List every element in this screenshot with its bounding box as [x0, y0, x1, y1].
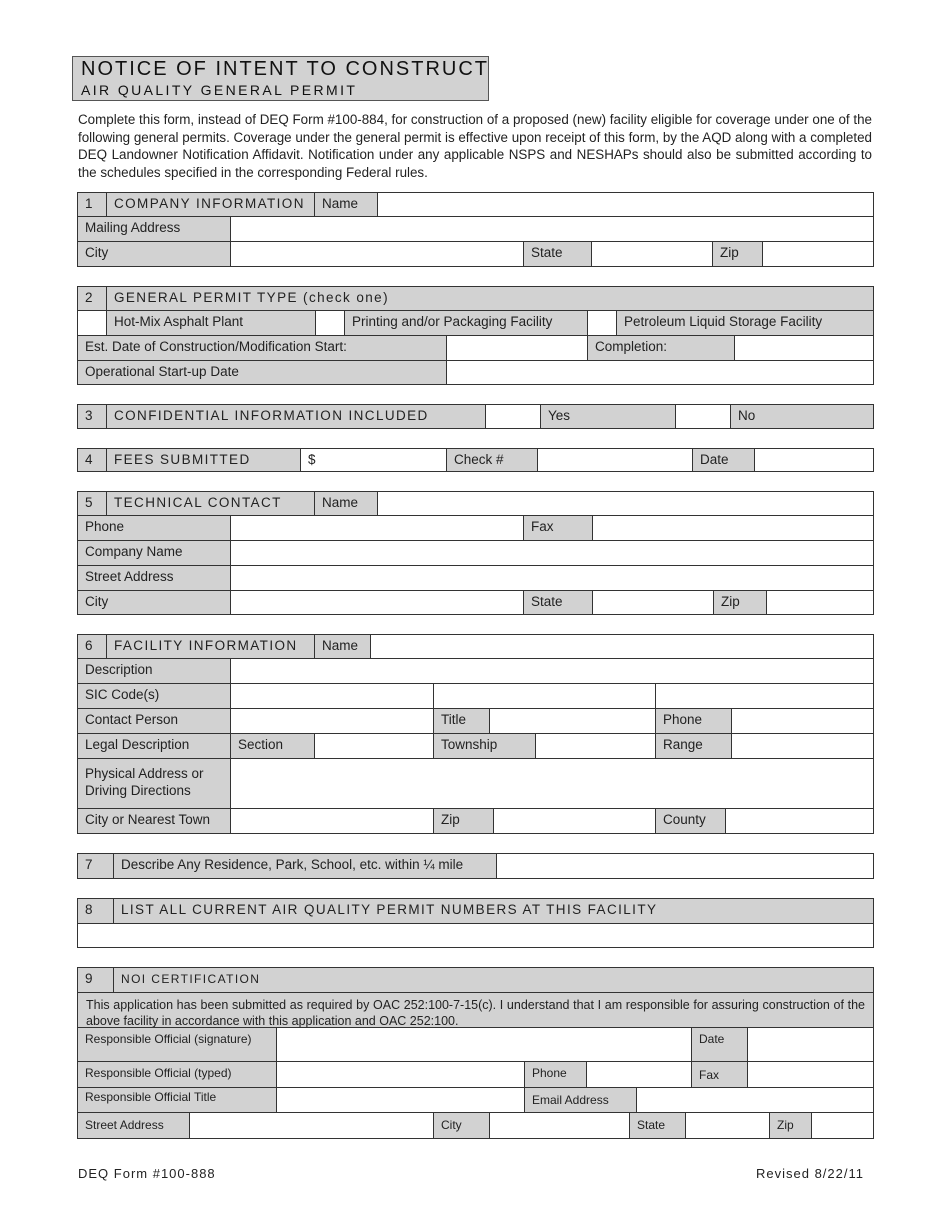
s6-phone-field[interactable] — [731, 708, 874, 734]
s3-title: CONFIDENTIAL INFORMATION INCLUDED — [106, 404, 486, 429]
s2-est-field[interactable] — [446, 335, 588, 361]
s9-zip-label: Zip — [769, 1112, 812, 1139]
s2-opt3-label: Petroleum Liquid Storage Facility — [616, 310, 874, 336]
s7-title: Describe Any Residence, Park, School, etc. within ¼ mile — [113, 853, 497, 879]
s3-number: 3 — [77, 404, 107, 429]
s1-name-label: Name — [314, 192, 378, 217]
s2-completion-label: Completion: — [587, 335, 735, 361]
s2-opt2-checkbox[interactable] — [315, 310, 345, 336]
s6-sic-label: SIC Code(s) — [77, 683, 231, 709]
s6-physical-label: Physical Address or Driving Directions — [77, 758, 231, 809]
s6-sic-field-3[interactable] — [655, 683, 874, 709]
s2-startup-field[interactable] — [446, 360, 874, 385]
s5-state-field[interactable] — [592, 590, 714, 615]
s9-statement: This application has been submitted as required by OAC 252:100-7-15(c). I understand that I am responsible for assuring construction of the above facility in accordance with this application and OAC 252:100. — [77, 992, 874, 1028]
s5-phone-field[interactable] — [230, 515, 524, 541]
s2-title: GENERAL PERMIT TYPE (check one) — [106, 286, 874, 311]
s5-street-label: Street Address — [77, 565, 231, 591]
s2-opt1-label: Hot-Mix Asphalt Plant — [106, 310, 316, 336]
s6-sic-field-1[interactable] — [230, 683, 434, 709]
footer-revised: Revised 8/22/11 — [756, 1166, 864, 1181]
s9-sig-label: Responsible Official (signature) — [77, 1027, 277, 1062]
intro-text: Complete this form, instead of DEQ Form #100-884, for construction of a proposed (new) facility eligible for coverage under one of the following general permits. Coverage under the general permit is effective upon receipt of this form, by the AQD along with a completed DEQ Landowner Notification Affidavit. Notification under any applicable NSPS and NESHAPs should also be submitted according to the schedules specified in the corresponding Federal rules. — [78, 112, 872, 180]
s6-physical-field[interactable] — [230, 758, 874, 809]
s6-title: FACILITY INFORMATION — [106, 634, 315, 659]
s1-mailing-field[interactable] — [230, 216, 874, 242]
s8-title: LIST ALL CURRENT AIR QUALITY PERMIT NUMBERS AT THIS FACILITY — [113, 898, 874, 924]
s9-fax-label: Fax — [691, 1061, 748, 1088]
s6-county-field[interactable] — [725, 808, 874, 834]
s9-state-field[interactable] — [685, 1112, 770, 1139]
s4-title: FEES SUBMITTED — [106, 448, 301, 472]
s6-township-field[interactable] — [535, 733, 656, 759]
s5-name-label: Name — [314, 491, 378, 516]
form-subtitle: AIR QUALITY GENERAL PERMIT — [81, 82, 358, 98]
s1-state-field[interactable] — [591, 241, 713, 267]
s2-opt1-checkbox[interactable] — [77, 310, 107, 336]
s6-township-label: Township — [433, 733, 536, 759]
s5-number: 5 — [77, 491, 107, 516]
s1-name-field[interactable] — [377, 192, 874, 217]
s9-city-field[interactable] — [489, 1112, 630, 1139]
s6-city-label: City or Nearest Town — [77, 808, 231, 834]
s9-date-label: Date — [691, 1027, 748, 1062]
s6-city-field[interactable] — [230, 808, 434, 834]
s6-name-field[interactable] — [370, 634, 874, 659]
s1-mailing-label: Mailing Address — [77, 216, 231, 242]
s1-city-field[interactable] — [230, 241, 524, 267]
s5-zip-label: Zip — [713, 590, 767, 615]
s5-company-label: Company Name — [77, 540, 231, 566]
s4-date-field[interactable] — [754, 448, 874, 472]
s6-range-field[interactable] — [731, 733, 874, 759]
s6-section-field[interactable] — [314, 733, 434, 759]
s4-check-label: Check # — [446, 448, 538, 472]
s5-fax-field[interactable] — [592, 515, 874, 541]
s6-legal-label: Legal Description — [77, 733, 231, 759]
s7-field[interactable] — [496, 853, 874, 879]
form-header — [72, 56, 489, 101]
s9-state-label: State — [629, 1112, 686, 1139]
s5-title: TECHNICAL CONTACT — [106, 491, 315, 516]
s6-county-label: County — [655, 808, 726, 834]
s5-zip-field[interactable] — [766, 590, 874, 615]
s6-zip-field[interactable] — [493, 808, 656, 834]
s3-yes-checkbox[interactable] — [485, 404, 541, 429]
s6-title-field[interactable] — [489, 708, 656, 734]
s6-contact-field[interactable] — [230, 708, 434, 734]
s1-zip-field[interactable] — [762, 241, 874, 267]
s1-zip-label: Zip — [712, 241, 763, 267]
s6-range-label: Range — [655, 733, 732, 759]
s1-title: COMPANY INFORMATION — [106, 192, 315, 217]
s2-opt2-label: Printing and/or Packaging Facility — [344, 310, 588, 336]
s6-sic-field-2[interactable] — [433, 683, 656, 709]
s6-phone-label: Phone — [655, 708, 732, 734]
s9-rtitle-label: Responsible Official Title — [77, 1087, 277, 1113]
s8-field[interactable] — [77, 923, 874, 948]
s1-state-label: State — [523, 241, 592, 267]
s3-no-label: No — [730, 404, 874, 429]
s5-state-label: State — [523, 590, 593, 615]
s3-no-checkbox[interactable] — [675, 404, 731, 429]
s9-rtitle-field[interactable] — [276, 1087, 525, 1113]
s9-email-label: Email Address — [524, 1087, 637, 1113]
s4-date-label: Date — [692, 448, 755, 472]
s4-number: 4 — [77, 448, 107, 472]
s6-number: 6 — [77, 634, 107, 659]
s6-description-label: Description — [77, 658, 231, 684]
s2-opt3-checkbox[interactable] — [587, 310, 617, 336]
s9-zip-field[interactable] — [811, 1112, 874, 1139]
s2-completion-field[interactable] — [734, 335, 874, 361]
s5-name-field[interactable] — [377, 491, 874, 516]
s3-yes-label: Yes — [540, 404, 676, 429]
s9-street-label: Street Address — [77, 1112, 190, 1139]
s5-company-field[interactable] — [230, 540, 874, 566]
s9-fax-field[interactable] — [747, 1061, 874, 1088]
s6-section-label: Section — [230, 733, 315, 759]
s4-dollar-sign: $ — [308, 452, 316, 467]
s9-date-field[interactable] — [747, 1027, 874, 1062]
s9-typed-field[interactable] — [276, 1061, 525, 1088]
s9-phone-field[interactable] — [586, 1061, 692, 1088]
s4-check-field[interactable] — [537, 448, 693, 472]
s6-description-field[interactable] — [230, 658, 874, 684]
s5-city-label: City — [77, 590, 231, 615]
s9-email-field[interactable] — [636, 1087, 874, 1113]
s9-title: NOI CERTIFICATION — [113, 967, 874, 993]
s9-sig-field[interactable] — [276, 1027, 692, 1062]
s5-city-field[interactable] — [230, 590, 524, 615]
s9-city-label: City — [433, 1112, 490, 1139]
s9-phone-label: Phone — [524, 1061, 587, 1088]
s6-title-label: Title — [433, 708, 490, 734]
s1-city-label: City — [77, 241, 231, 267]
footer-form-number: DEQ Form #100-888 — [78, 1166, 216, 1181]
s9-number: 9 — [77, 967, 114, 993]
s5-fax-label: Fax — [523, 515, 593, 541]
s6-contact-label: Contact Person — [77, 708, 231, 734]
s8-number: 8 — [77, 898, 114, 924]
s6-name-label: Name — [314, 634, 371, 659]
s5-street-field[interactable] — [230, 565, 874, 591]
s6-zip-label: Zip — [433, 808, 494, 834]
s5-phone-label: Phone — [77, 515, 231, 541]
s4-amount-field[interactable] — [300, 448, 447, 472]
form-title: NOTICE OF INTENT TO CONSTRUCT — [81, 58, 490, 80]
s2-number: 2 — [77, 286, 107, 311]
s2-startup-label: Operational Start-up Date — [77, 360, 447, 385]
s9-typed-label: Responsible Official (typed) — [77, 1061, 277, 1088]
s9-street-field[interactable] — [189, 1112, 434, 1139]
s2-est-label: Est. Date of Construction/Modification Start: — [77, 335, 447, 361]
s7-number: 7 — [77, 853, 114, 879]
s1-number: 1 — [77, 192, 107, 217]
